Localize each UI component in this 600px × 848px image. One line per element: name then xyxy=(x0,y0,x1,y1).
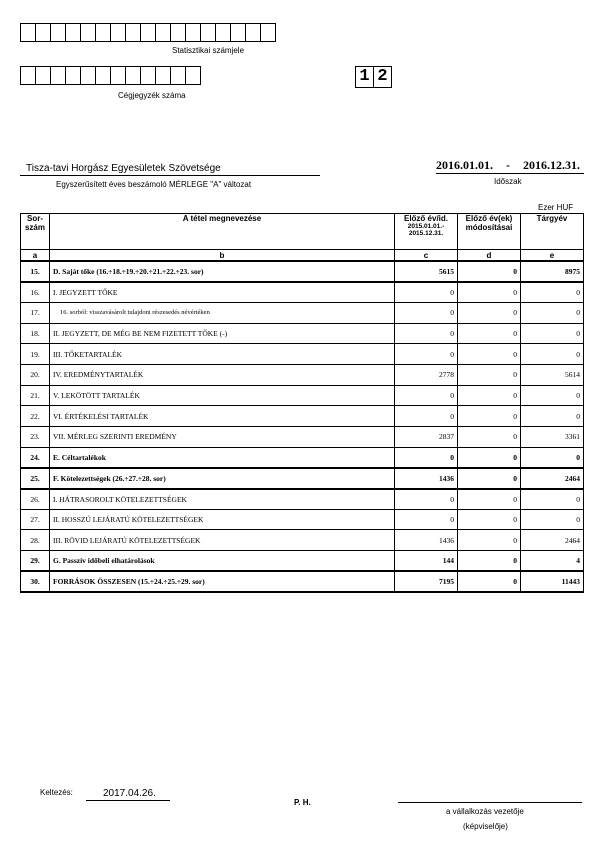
stat-number-box xyxy=(20,23,36,42)
col-header-prev-label: Előző év/id. xyxy=(403,214,448,223)
row-number: 28. xyxy=(21,530,50,551)
table-header-row xyxy=(21,214,584,250)
row-item-name: FORRÁSOK ÖSSZESEN (15.÷24.÷25.÷29. sor) xyxy=(50,571,395,592)
organization-name: Tisza-tavi Horgász Egyesületek Szövetsége xyxy=(26,163,221,174)
row-item-name: VII. MÉRLEG SZERINTI EREDMÉNY xyxy=(50,427,395,448)
row-modification-value: 0 xyxy=(458,302,521,323)
stat-number-box xyxy=(35,23,51,42)
row-item-name: E. Céltartalékok xyxy=(50,447,395,468)
table-row xyxy=(21,323,584,344)
table-row xyxy=(21,282,584,303)
row-prev-year-value: 0 xyxy=(395,302,458,323)
row-prev-year-value: 1436 xyxy=(395,530,458,551)
stat-number-boxes xyxy=(20,23,275,42)
table-row xyxy=(21,530,584,551)
row-number: 21. xyxy=(21,385,50,406)
unit-label: Ezer HUF xyxy=(538,203,574,212)
row-modification-value: 0 xyxy=(458,530,521,551)
table-row xyxy=(21,571,584,592)
col-letter-b: b xyxy=(50,250,395,262)
row-current-year-value: 0 xyxy=(521,406,584,427)
row-prev-year-value: 0 xyxy=(395,509,458,530)
row-number: 17. xyxy=(21,302,50,323)
row-number: 19. xyxy=(21,344,50,365)
row-number: 30. xyxy=(21,571,50,592)
row-modification-value: 0 xyxy=(458,406,521,427)
stat-number-box xyxy=(80,23,96,42)
period-end: 2016.12.31. xyxy=(523,158,580,172)
period-dash: - xyxy=(506,158,510,172)
row-current-year-value: 4 xyxy=(521,551,584,572)
stat-number-label: Statisztikai számjele xyxy=(172,46,245,55)
row-modification-value: 0 xyxy=(458,571,521,592)
row-prev-year-value: 1436 xyxy=(395,468,458,489)
row-number: 16. xyxy=(21,282,50,303)
row-prev-year-value: 0 xyxy=(395,323,458,344)
row-current-year-value: 5614 xyxy=(521,364,584,385)
row-modification-value: 0 xyxy=(458,364,521,385)
row-item-name: III. RÖVID LEJÁRATÚ KÖTELEZETTSÉGEK xyxy=(50,530,395,551)
registry-number-box xyxy=(35,66,51,85)
row-item-name: F. Kötelezettségek (26.÷27.÷28. sor) xyxy=(50,468,395,489)
registry-number-box xyxy=(140,66,156,85)
row-prev-year-value: 0 xyxy=(395,385,458,406)
stat-number-box xyxy=(260,23,276,42)
row-modification-value: 0 xyxy=(458,344,521,365)
table-row xyxy=(21,447,584,468)
stat-number-box xyxy=(155,23,171,42)
col-letter-c: c xyxy=(395,250,458,262)
row-modification-value: 0 xyxy=(458,551,521,572)
row-item-name: I. JEGYZETT TŐKE xyxy=(50,282,395,303)
stat-number-box xyxy=(125,23,141,42)
row-modification-value: 0 xyxy=(458,261,521,282)
row-number: 24. xyxy=(21,447,50,468)
row-prev-year-value: 0 xyxy=(395,406,458,427)
row-current-year-value: 8975 xyxy=(521,261,584,282)
signer-title: a vállalkozás vezetője xyxy=(446,807,524,816)
row-modification-value: 0 xyxy=(458,323,521,344)
col-header-sor: Sor- szám xyxy=(21,214,50,250)
row-prev-year-value: 0 xyxy=(395,489,458,510)
period-underline xyxy=(436,173,584,174)
row-item-name: I. HÁTRASOROLT KÖTELEZETTSÉGEK xyxy=(50,489,395,510)
row-prev-year-value: 7195 xyxy=(395,571,458,592)
row-prev-year-value: 0 xyxy=(395,344,458,365)
row-current-year-value: 0 xyxy=(521,282,584,303)
row-item-name: II. JEGYZETT, DE MÉG BE NEM FIZETETT TŐKE (-) xyxy=(50,323,395,344)
row-modification-value: 0 xyxy=(458,427,521,448)
date-value: 2017.04.26. xyxy=(103,788,156,799)
row-current-year-value: 0 xyxy=(521,509,584,530)
row-number: 26. xyxy=(21,489,50,510)
row-current-year-value: 11443 xyxy=(521,571,584,592)
registry-number-box xyxy=(95,66,111,85)
registry-number-box xyxy=(125,66,141,85)
row-modification-value: 0 xyxy=(458,509,521,530)
table-row xyxy=(21,364,584,385)
registry-number-boxes xyxy=(20,66,200,85)
row-prev-year-value: 2837 xyxy=(395,427,458,448)
row-modification-value: 0 xyxy=(458,489,521,510)
stat-number-box xyxy=(230,23,246,42)
row-item-name: IV. EREDMÉNYTARTALÉK xyxy=(50,364,395,385)
col-header-name: A tétel megnevezése xyxy=(50,214,395,250)
row-number: 22. xyxy=(21,406,50,427)
org-underline xyxy=(20,175,320,176)
stat-number-box xyxy=(50,23,66,42)
row-number: 27. xyxy=(21,509,50,530)
col-header-modifications: Előző év(ek) módosításai xyxy=(458,214,521,250)
column-letter-row xyxy=(21,250,584,262)
date-label: Keltezés: xyxy=(40,788,73,797)
stat-number-box xyxy=(65,23,81,42)
row-modification-value: 0 xyxy=(458,282,521,303)
row-item-name: III. TŐKETARTALÉK xyxy=(50,344,395,365)
table-row xyxy=(21,427,584,448)
table-row xyxy=(21,468,584,489)
row-item-name: G. Passzív időbeli elhatárolások xyxy=(50,551,395,572)
stat-number-box xyxy=(185,23,201,42)
table-row xyxy=(21,509,584,530)
col-header-current: Tárgyév xyxy=(521,214,584,250)
row-current-year-value: 0 xyxy=(521,385,584,406)
row-number: 18. xyxy=(21,323,50,344)
col-header-prev-period: 2015.01.01.- 2015.12.31. xyxy=(407,223,445,237)
row-modification-value: 0 xyxy=(458,447,521,468)
table-row xyxy=(21,302,584,323)
table-row xyxy=(21,551,584,572)
row-item-name: 16. sorból: visszavásárolt tulajdoni részesedés névértéken xyxy=(50,302,395,323)
row-current-year-value: 0 xyxy=(521,489,584,510)
registry-number-label: Cégjegyzék száma xyxy=(118,91,186,100)
registry-number-box xyxy=(110,66,126,85)
col-letter-d: d xyxy=(458,250,521,262)
code-boxes xyxy=(355,66,391,88)
stat-number-box xyxy=(140,23,156,42)
row-item-name: D. Saját tőke (16.÷18.÷19.÷20.÷21.÷22.÷23. sor) xyxy=(50,261,395,282)
stat-number-box xyxy=(245,23,261,42)
col-letter-e: e xyxy=(521,250,584,262)
row-number: 29. xyxy=(21,551,50,572)
row-current-year-value: 0 xyxy=(521,447,584,468)
stat-number-box xyxy=(200,23,216,42)
stat-number-box xyxy=(110,23,126,42)
signature-line xyxy=(398,802,582,803)
row-current-year-value: 2464 xyxy=(521,530,584,551)
report-title: Egyszerűsített éves beszámoló MÉRLEGE "A" változat xyxy=(56,180,252,189)
balance-sheet-table xyxy=(20,213,584,593)
registry-number-box xyxy=(50,66,66,85)
row-item-name: II. HOSSZÚ LEJÁRATÚ KÖTELEZETTSÉGEK xyxy=(50,509,395,530)
period-start: 2016.01.01. xyxy=(436,158,493,172)
row-number: 15. xyxy=(21,261,50,282)
signer-subtitle: (képviselője) xyxy=(463,822,508,831)
stat-number-box xyxy=(170,23,186,42)
table-row xyxy=(21,344,584,365)
row-current-year-value: 0 xyxy=(521,323,584,344)
registry-number-box xyxy=(65,66,81,85)
table-row xyxy=(21,261,584,282)
table-row xyxy=(21,406,584,427)
row-item-name: V. LEKÖTÖTT TARTALÉK xyxy=(50,385,395,406)
row-current-year-value: 0 xyxy=(521,302,584,323)
row-prev-year-value: 5615 xyxy=(395,261,458,282)
registry-number-box xyxy=(80,66,96,85)
registry-number-box xyxy=(20,66,36,85)
col-header-prev xyxy=(395,214,458,250)
row-number: 20. xyxy=(21,364,50,385)
row-prev-year-value: 0 xyxy=(395,447,458,468)
table-row xyxy=(21,385,584,406)
stat-number-box xyxy=(215,23,231,42)
row-modification-value: 0 xyxy=(458,468,521,489)
row-prev-year-value: 0 xyxy=(395,282,458,303)
row-prev-year-value: 144 xyxy=(395,551,458,572)
seal-placeholder: P. H. xyxy=(294,798,311,807)
code-digit-1: 1 xyxy=(355,66,374,88)
code-digit-2: 2 xyxy=(373,66,392,88)
registry-number-box xyxy=(185,66,201,85)
stat-number-box xyxy=(95,23,111,42)
table-row xyxy=(21,489,584,510)
row-number: 23. xyxy=(21,427,50,448)
row-number: 25. xyxy=(21,468,50,489)
row-current-year-value: 2464 xyxy=(521,468,584,489)
row-current-year-value: 0 xyxy=(521,344,584,365)
period-label: Időszak xyxy=(494,177,522,186)
row-modification-value: 0 xyxy=(458,385,521,406)
row-item-name: VI. ÉRTÉKELÉSI TARTALÉK xyxy=(50,406,395,427)
registry-number-box xyxy=(170,66,186,85)
registry-number-box xyxy=(155,66,171,85)
row-current-year-value: 3361 xyxy=(521,427,584,448)
date-underline xyxy=(86,800,170,801)
row-prev-year-value: 2778 xyxy=(395,364,458,385)
col-letter-a: a xyxy=(21,250,50,262)
